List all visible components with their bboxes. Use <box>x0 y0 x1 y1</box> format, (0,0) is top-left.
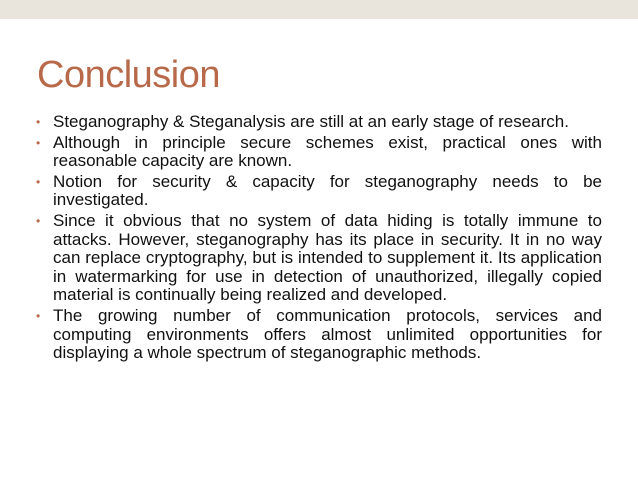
bullet-item <box>36 212 602 305</box>
bullet-text: Steganography & Steganalysis are still at an early stage of research. <box>53 112 569 131</box>
bullet-text: Although in principle secure schemes exist, practical ones with reasonable capacity are known. <box>53 132 602 171</box>
bullet-text: Notion for security & capacity for steganography needs to be investigated. <box>53 171 602 210</box>
bullet-item <box>36 307 602 363</box>
bullet-item <box>36 134 602 171</box>
bullet-marker: • <box>36 308 41 323</box>
bullet-text: The growing number of communication protocols, services and computing environments offers almost unlimited opportunities for displaying a whole spectrum of steganographic methods. <box>53 305 602 363</box>
bullet-list <box>36 113 602 365</box>
bullet-text: Since it obvious that no system of data hiding is totally immune to attacks. However, steganography has its place in security. It in no way can replace cryptography, but is intended to supplement it. Its application in watermarking for use in detection of unauthorized, illegally copied material is continually being realized and developed. <box>53 210 602 305</box>
bullet-item <box>36 173 602 210</box>
bullet-marker: • <box>36 115 41 129</box>
slide-title: Conclusion <box>37 54 220 96</box>
bullet-marker: • <box>36 174 41 189</box>
bullet-marker: • <box>36 135 41 150</box>
top-bar <box>0 0 638 19</box>
bullet-marker: • <box>36 213 41 228</box>
bullet-item <box>36 113 602 132</box>
